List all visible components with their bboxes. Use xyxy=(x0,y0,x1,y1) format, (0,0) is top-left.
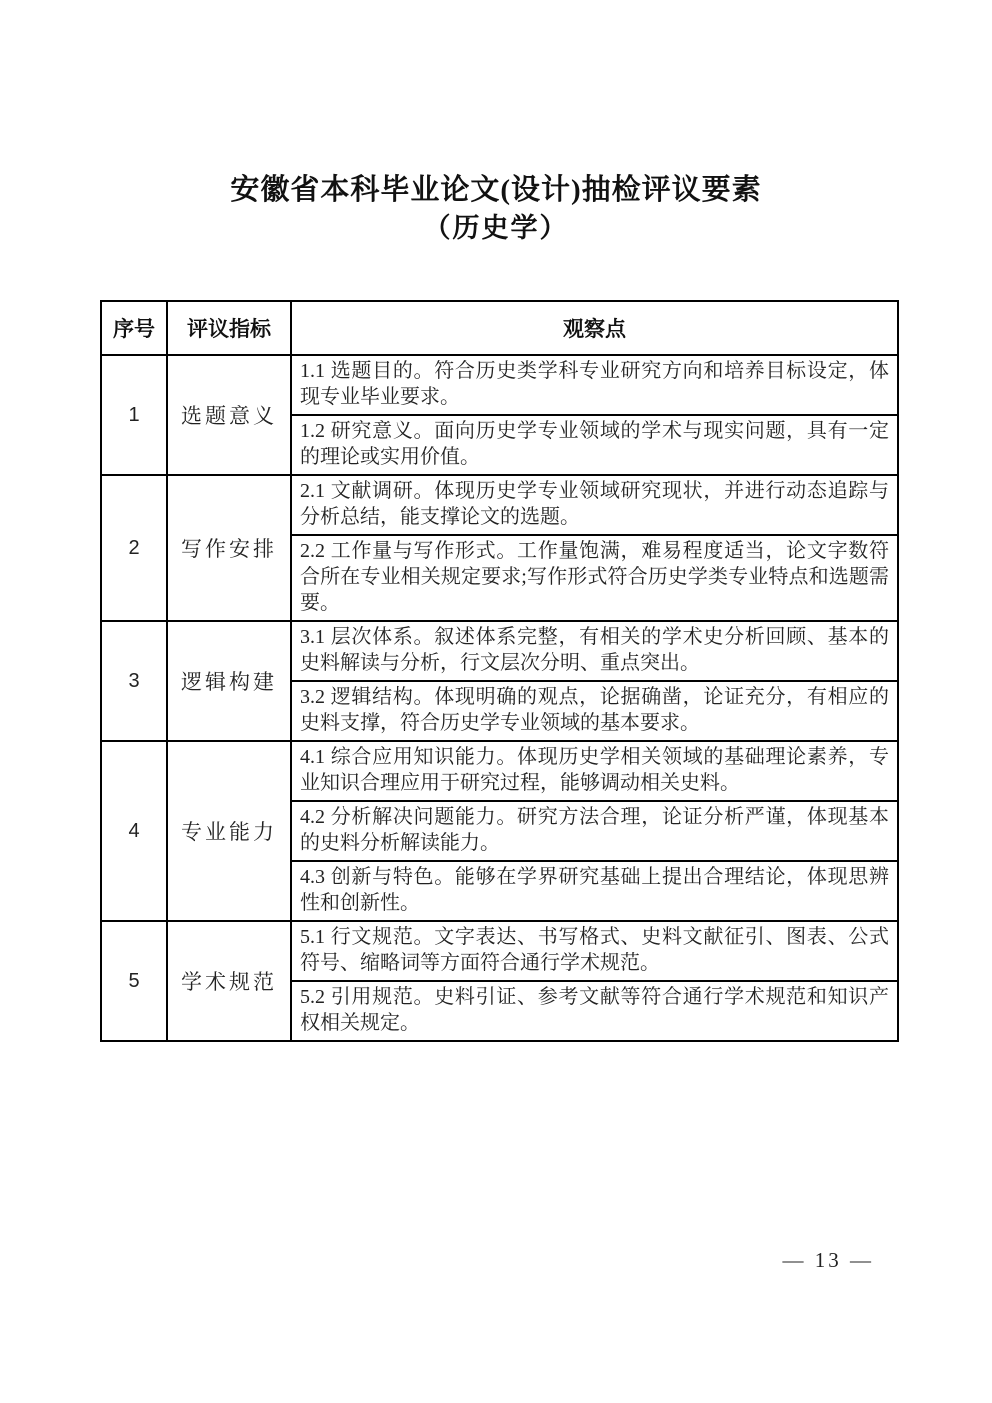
observation-point-cell: 4.1 综合应用知识能力。体现历史学相关领域的基础理论素养，专业知识合理应用于研究过程，能够调动相关史料。 xyxy=(291,741,898,801)
observation-point-cell: 4.3 创新与特色。能够在学界研究基础上提出合理结论，体现思辨性和创新性。 xyxy=(291,861,898,921)
observation-point-cell: 4.2 分析解决问题能力。研究方法合理，论证分析严谨，体现基本的史料分析解读能力。 xyxy=(291,801,898,861)
table-header-row xyxy=(101,301,898,355)
title-line-2: （历史学） xyxy=(423,213,569,243)
title-line-1: 安徽省本科毕业论文(设计)抽检评议要素 xyxy=(230,174,762,206)
observation-point-cell: 1.2 研究意义。面向历史学专业领域的学术与现实问题，具有一定的理论或实用价值。 xyxy=(291,415,898,475)
table-row xyxy=(101,475,898,535)
indicator-cell: 逻辑构建 xyxy=(167,621,291,741)
table-row xyxy=(101,621,898,681)
header-cell-no: 序号 xyxy=(101,301,167,355)
observation-point-cell: 3.1 层次体系。叙述体系完整，有相关的学术史分析回顾、基本的史料解读与分析，行文层次分明、重点突出。 xyxy=(291,621,898,681)
table-row xyxy=(101,921,898,981)
indicator-cell: 专业能力 xyxy=(167,741,291,921)
observation-point-cell: 5.2 引用规范。史料引证、参考文献等符合通行学术规范和知识产权相关规定。 xyxy=(291,981,898,1041)
observation-point-cell: 2.2 工作量与写作形式。工作量饱满，难易程度适当，论文字数符合所在专业相关规定要求;写作形式符合历史学类专业特点和选题需要。 xyxy=(291,535,898,621)
indicator-cell: 学术规范 xyxy=(167,921,291,1041)
observation-point-cell: 1.1 选题目的。符合历史类学科专业研究方向和培养目标设定，体现专业毕业要求。 xyxy=(291,355,898,415)
table-row xyxy=(101,741,898,801)
page-number: — 13 — xyxy=(782,1248,874,1272)
header-cell-observation: 观察点 xyxy=(291,301,898,355)
row-number-cell: 3 xyxy=(101,621,167,741)
row-number-cell: 1 xyxy=(101,355,167,475)
observation-point-cell: 3.2 逻辑结构。体现明确的观点，论据确凿，论证充分，有相应的史料支撑，符合历史学专业领域的基本要求。 xyxy=(291,681,898,741)
table-row xyxy=(101,355,898,415)
table-body xyxy=(101,355,898,1041)
document-title xyxy=(0,172,992,248)
row-number-cell: 2 xyxy=(101,475,167,621)
observation-point-cell: 5.1 行文规范。文字表达、书写格式、史料文献征引、图表、公式符号、缩略词等方面符合通行学术规范。 xyxy=(291,921,898,981)
row-number-cell: 5 xyxy=(101,921,167,1041)
review-elements-table xyxy=(100,300,899,1042)
header-cell-indicator: 评议指标 xyxy=(167,301,291,355)
observation-point-cell: 2.1 文献调研。体现历史学专业领域研究现状，并进行动态追踪与分析总结，能支撑论文的选题。 xyxy=(291,475,898,535)
row-number-cell: 4 xyxy=(101,741,167,921)
indicator-cell: 写作安排 xyxy=(167,475,291,621)
indicator-cell: 选题意义 xyxy=(167,355,291,475)
